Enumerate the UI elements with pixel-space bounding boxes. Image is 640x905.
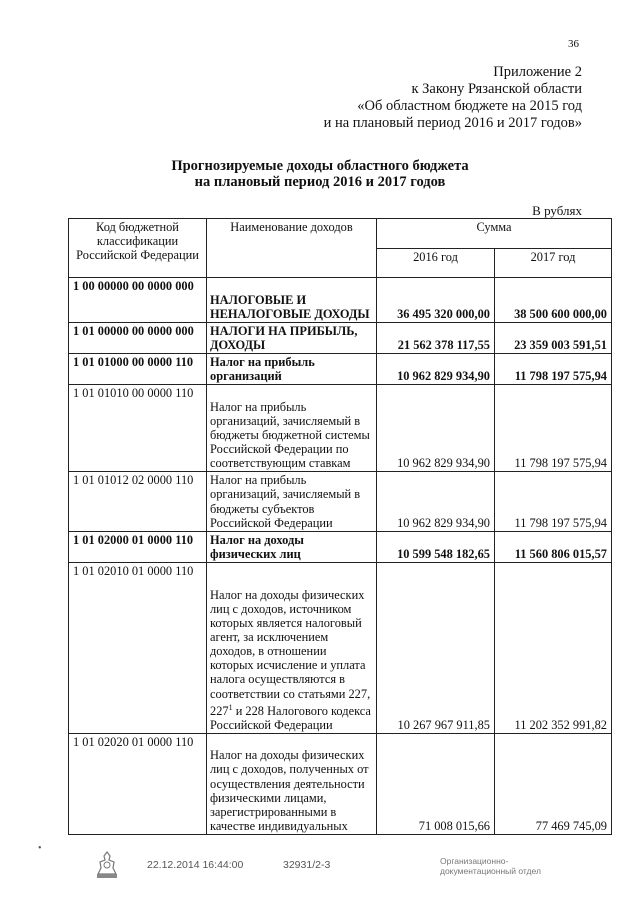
row-name: НАЛОГОВЫЕ И НЕНАЛОГОВЫЕ ДОХОДЫ bbox=[207, 278, 377, 323]
appendix-header bbox=[324, 64, 582, 132]
row-code: 1 01 02000 01 0000 110 bbox=[69, 531, 207, 562]
table-row bbox=[69, 278, 612, 323]
row-amount-2016: 36 495 320 000,00 bbox=[377, 278, 495, 323]
header-name: Наименование доходов bbox=[207, 219, 377, 278]
title-line-1: Прогнозируемые доходы областного бюджета bbox=[171, 158, 469, 174]
row-name: НАЛОГИ НА ПРИБЫЛЬ, ДОХОДЫ bbox=[207, 323, 377, 354]
header-row bbox=[69, 219, 612, 249]
footer-stamp-line-2: документационный отдел bbox=[440, 866, 541, 876]
row-amount-2016: 71 008 015,66 bbox=[377, 733, 495, 834]
row-amount-2016: 10 962 829 934,90 bbox=[377, 472, 495, 531]
header-year-2016: 2016 год bbox=[377, 248, 495, 278]
row-amount-2017: 11 560 806 015,57 bbox=[495, 531, 612, 562]
table-row bbox=[69, 472, 612, 531]
row-code: 1 00 00000 00 0000 000 bbox=[69, 278, 207, 323]
appendix-line-3: «Об областном бюджете на 2015 год bbox=[357, 98, 582, 114]
row-code: 1 01 02010 01 0000 110 bbox=[69, 562, 207, 733]
row-code: 1 01 01010 00 0000 110 bbox=[69, 385, 207, 472]
table-row bbox=[69, 531, 612, 562]
footer-stamp bbox=[440, 856, 541, 876]
table-row bbox=[69, 733, 612, 834]
row-amount-2017: 38 500 600 000,00 bbox=[495, 278, 612, 323]
row-amount-2016: 10 267 967 911,85 bbox=[377, 562, 495, 733]
document-title bbox=[0, 158, 640, 190]
appendix-line-2: к Закону Рязанской области bbox=[411, 81, 582, 97]
appendix-line-1: Приложение 2 bbox=[493, 64, 582, 80]
row-code: 1 01 02020 01 0000 110 bbox=[69, 733, 207, 834]
row-amount-2017: 11 202 352 991,82 bbox=[495, 562, 612, 733]
row-amount-2017: 11 798 197 575,94 bbox=[495, 354, 612, 385]
row-amount-2017: 11 798 197 575,94 bbox=[495, 385, 612, 472]
row-code: 1 01 01000 00 0000 110 bbox=[69, 354, 207, 385]
footer-doc-code: 32931/2-3 bbox=[283, 859, 331, 871]
revenue-table bbox=[68, 218, 612, 835]
footer-stamp-line-1: Организационно- bbox=[440, 856, 509, 866]
row-name-part-2: и 228 Налогового кодекса Российской Федерации bbox=[210, 703, 371, 732]
page-footer bbox=[0, 856, 640, 896]
row-name-part-1: Налог на доходы физических лиц с доходов, источником которых является налоговый агент, за исключением доходов, в отношении которых исчисление и уплата налога осуществляются в соответствии со статьями 227, 227 bbox=[210, 587, 371, 718]
margin-mark: • bbox=[38, 843, 42, 854]
row-name: Налог на доходы физических лиц с доходов, полученных от осуществления деятельности физическими лицами, зарегистрированными в качестве индивидуальных bbox=[207, 733, 377, 834]
row-code: 1 01 01012 02 0000 110 bbox=[69, 472, 207, 531]
row-amount-2016: 21 562 378 117,55 bbox=[377, 323, 495, 354]
appendix-line-4: и на плановый период 2016 и 2017 годов» bbox=[323, 115, 582, 131]
row-name: Налог на прибыль организаций, зачисляемый в бюджеты субъектов Российской Федерации bbox=[207, 472, 377, 531]
header-code: Код бюджетной классификации Российской Федерации bbox=[69, 219, 207, 278]
table-row bbox=[69, 562, 612, 733]
row-name: Налог на прибыль организаций, зачисляемый в бюджеты бюджетной системы Российской Федерации по соответствующим ставкам bbox=[207, 385, 377, 472]
table-row bbox=[69, 323, 612, 354]
row-name-superscript: 1 bbox=[228, 702, 233, 712]
footer-timestamp: 22.12.2014 16:44:00 bbox=[147, 859, 244, 871]
row-amount-2016: 10 962 829 934,90 bbox=[377, 385, 495, 472]
table-row bbox=[69, 354, 612, 385]
row-name: Налог на прибыль организаций bbox=[207, 354, 377, 385]
page-number: 36 bbox=[568, 38, 579, 50]
row-amount-2017: 77 469 745,09 bbox=[495, 733, 612, 834]
row-name: Налог на доходы физических лиц bbox=[207, 531, 377, 562]
table-row bbox=[69, 385, 612, 472]
units-label: В рублях bbox=[532, 203, 582, 218]
row-name bbox=[207, 562, 377, 733]
header-year-2017: 2017 год bbox=[495, 248, 612, 278]
title-line-2: на плановый период 2016 и 2017 годов bbox=[194, 174, 446, 190]
header-sum: Сумма bbox=[377, 219, 612, 249]
coat-of-arms-icon bbox=[94, 850, 120, 880]
row-amount-2017: 11 798 197 575,94 bbox=[495, 472, 612, 531]
row-amount-2016: 10 962 829 934,90 bbox=[377, 354, 495, 385]
row-amount-2016: 10 599 548 182,65 bbox=[377, 531, 495, 562]
row-code: 1 01 00000 00 0000 000 bbox=[69, 323, 207, 354]
row-amount-2017: 23 359 003 591,51 bbox=[495, 323, 612, 354]
